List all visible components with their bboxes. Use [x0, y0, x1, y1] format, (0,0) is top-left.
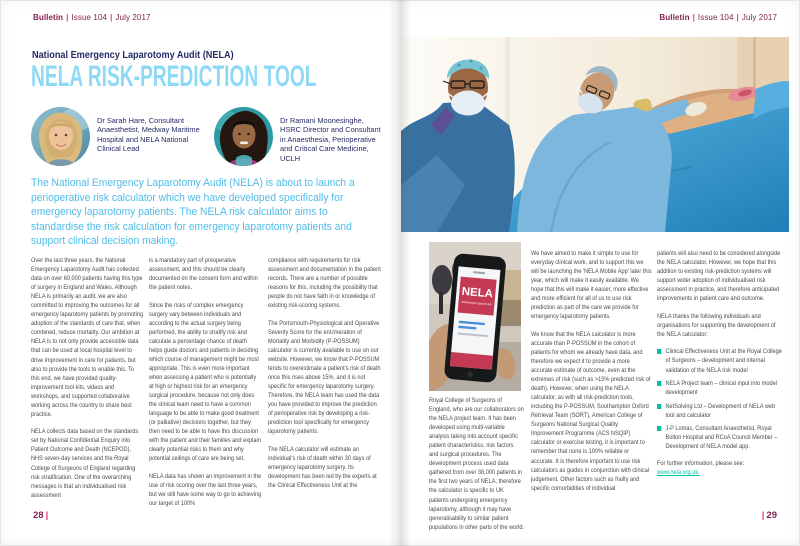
paragraph: Royal College of Surgeons of England, who are our collaborators on the NELA project team. It has been developed using multi-variable analysis taking into account specific patient characteristics, risk factors and surgical procedures. The development process used data gathered from over 38,000 patients in the first two years of NELA; therefore the calculator is specific to UK patients undergoing emergency laparotomy, although it may have generalisability to similar patient populations in other parts of the world.	[429, 397, 525, 531]
author-caption: Dr Sarah Hare, Consultant Anaesthetist, Medway Maritime Hospital and NELA National Clinical Lead	[97, 116, 200, 154]
avatar-illustration	[31, 107, 90, 166]
operating-theatre-photo	[401, 37, 789, 232]
paragraph: compliance with requirements for risk assessment and documentation in the patient records. There are a number of possible reasons for this, including the possibility that people do not have faith in or knowledge of existing risk-scoring systems.	[268, 257, 381, 310]
phone-illustration	[429, 242, 521, 391]
avatar-illustration	[214, 107, 273, 166]
paragraph: NELA collects data based on the standards set by National Confidential Enquiry into Patient Outcome and Death (NCEPOD), NHS seven-day services and the Royal College of Surgeons of England regarding risk stratification. One of the overarching messages is that an individualised risk assessment	[31, 428, 139, 499]
paragraph: The NELA calculator will estimate an individual's risk of death within 30 days of emergency laparotomy surgery. Its development has been led by the experts at the Clinical Effectiveness Unit at the	[268, 445, 377, 490]
article-standfirst: The National Emergency Laparotomy Audit (NELA) is about to launch a perioperative risk calculator which we have developed specifically for emergency laparotomy patients. The NELA risk calculator aims to standardise the risk calculation for emergency laparotomy patients and support clinical decision making.	[31, 177, 355, 248]
author-photo-ramani-moonesinghe	[214, 107, 273, 166]
acknowledgement-text: J-P Lomas, Consultant Anaesthetist, Royal Bolton Hospital and RCoA Council Member – Development of NELA model app.	[665, 425, 778, 451]
header-date: July 2017	[741, 13, 777, 22]
further-info-text: For further information, please see:	[657, 460, 745, 468]
paragraph: is a mandatory part of preoperative assessment, and this should be clearly documented on the consent form and within the patient notes.	[149, 257, 258, 292]
page-number-right	[760, 510, 777, 521]
page-number-separator: |	[761, 510, 765, 521]
paragraph: NELA data has shown an improvement in the use of risk scoring over the last three years, but we still have some way to go to achieving our target of 100%	[149, 473, 262, 508]
acknowledgement-text: Clinical Effectiveness Unit at the Royal College of Surgeons – development and internal validation of the NELA risk model	[665, 348, 782, 374]
further-information	[657, 459, 782, 477]
header-date: July 2017	[115, 13, 151, 22]
nela-logo-text: NELA	[461, 285, 494, 301]
acknowledgement-list	[657, 347, 782, 451]
nela-logo-subtext: National Emergency Laparotomy Audit	[461, 299, 513, 309]
author-caption: Dr Ramani Moonesinghe, HSRC Director and Consultant in Anaesthesia, Perioperative and Critical Care Medicine, UCLH	[280, 116, 381, 163]
paragraph: We know that the NELA calculator is more accurate than P-POSSUM in the cohort of patients for whom we already have data, and therefore we expect it to provide a more accurate estimate of outcome, even at the extremes of risk (such as >15% predicted risk of death). However, when using the NELA calculator, as with all risk-prediction tools, including the P-POSSUM, Southampton Oxford Retrieval Team (SORT), American College of Surgeons National Surgical Quality Improvement Programme (ACS NSQIP) calculator or exercise testing, it is important to remember that none is 100% reliable or accurate. It is therefore important to use risk calculators as guides in conjunction with clinical judgement. Other factors such as frailty and specific comorbidities of individual	[531, 330, 651, 492]
header-separator: |	[110, 13, 113, 22]
nela-app-phone-photo	[429, 242, 521, 391]
bullet-square-icon	[657, 404, 661, 409]
phone	[444, 253, 513, 383]
masthead: Bulletin	[659, 13, 690, 22]
body-column-4	[429, 396, 524, 540]
acknowledgement-item	[657, 402, 782, 420]
author-block-ramani-moonesinghe	[214, 107, 384, 166]
page-number-value: 28	[33, 510, 44, 521]
page-number-value: 29	[766, 510, 777, 521]
acknowledgement-text: NetSolving Ltd – Development of NELA web tool and calculator	[665, 402, 776, 419]
paragraph: Since the risks of complex emergency surgery vary between individuals and according to the actual surgery being performed, the ability to stratify risk and calculate a percentage chance of death helps guide doctors and patients in deciding which course of management might be most appropriate. This is even more important when assessing a patient who is potentially at high or highest risk for an emergency surgical procedure, because not only does the clinical team need to have a common language to be able to make good treatment (or palliative) decisions together, but they then need to be able to have this discussion with the patient and their families and explain clearly potential risks to them and why potential ceilings of care are being set.	[149, 301, 261, 463]
page-right	[400, 0, 800, 546]
header-separator: |	[66, 13, 69, 22]
page-number-separator: |	[45, 510, 49, 521]
article-headline: NELA RISK-PREDICTION TOOL	[31, 60, 317, 93]
body-column-5	[531, 249, 652, 501]
paragraph: patients will also need to be considered alongside the NELA calculator. However, we hope that this addition to existing risk-prediction systems will support wider adoption of individualised risk assessment in practice, and therefore anticipated improvements in patient care and outcome.	[657, 250, 781, 303]
author-photo-sarah-hare	[31, 107, 90, 166]
nela-website-link[interactable]: www.nela.org.uk.	[657, 469, 700, 477]
body-column-6	[657, 249, 782, 486]
author-block-sarah-hare	[31, 107, 201, 166]
masthead: Bulletin	[33, 13, 64, 22]
header-issue: Issue 104	[71, 13, 108, 22]
article-kicker: National Emergency Laparotomy Audit (NELA)	[32, 49, 234, 61]
body-column-3	[268, 256, 381, 499]
paragraph: We have aimed to make it simple to use for everyday clinical work, and to support this we will be launching the 'NELA Mobile App' later this year, which will make it easily available. We hope that this will make it easier, more effective and more efficient for all of us to use risk prediction as part of the care we provide for emergency laparotomy patients.	[531, 250, 652, 321]
header-separator: |	[736, 13, 739, 22]
acknowledgement-item	[657, 424, 782, 451]
body-column-2	[149, 256, 261, 517]
paragraph: NELA thanks the following individuals and organisations for supporting the development of the NELA calculator:	[657, 312, 776, 338]
bullet-square-icon	[657, 426, 661, 431]
header-issue: Issue 104	[697, 13, 734, 22]
surgery-illustration	[401, 37, 789, 232]
bullet-square-icon	[657, 349, 661, 354]
page-header-left	[33, 13, 151, 22]
body-column-1	[31, 256, 143, 508]
page-number-left	[33, 510, 50, 521]
bullet-square-icon	[657, 381, 661, 386]
acknowledgement-text: NELA Project team – clinical input into model development	[665, 380, 778, 397]
page-header-right	[659, 13, 777, 22]
paragraph: The Portsmouth-Physiological and Operative Severity Score for the enUmeration of Mortality and Morbidity (P-POSSUM) calculator is currently available to use on our website. However, we know that P-POSSUM tends to overestimate a patient's risk of death once this rises above 15%, and it is not specific for emergency laparotomy surgery. Therefore, the NELA team has used the data you have provided to improve the prediction of perioperative risk by developing a risk-prediction tool specifically for emergency laparotomy patients.	[268, 319, 381, 436]
header-separator: |	[692, 13, 695, 22]
paragraph: Over the last three years, the National Emergency Laparotomy Audit has collected data on over 60,000 patients having this type of surgery in England and Wales. Although NELA is primarily an audit, we are also committed to improving the outcomes for all emergency laparotomy patients by promoting adoption of the standards of care that, when combined, reduce mortality. Our ambition at NELA is to not only provide accessible data that can be used at local hospital level to drive improvement in care for patients, but also to provide the tools to enable this. To this end, we have provided quality-improvement tool kits, videos and workshops, and supported collaborative working across the country to share best practice.	[31, 257, 144, 418]
acknowledgement-item	[657, 379, 782, 397]
acknowledgement-item	[657, 347, 782, 374]
